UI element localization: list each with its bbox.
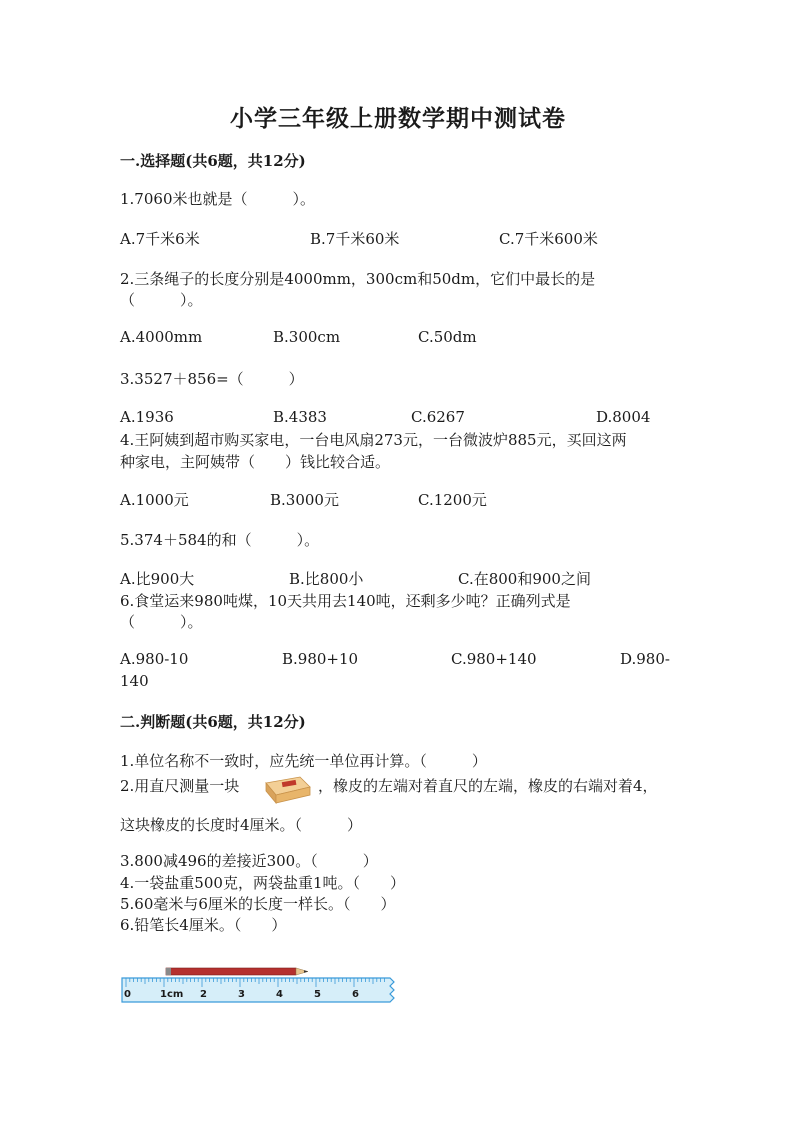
tf-q2-part1: 2.用直尺测量一块: [120, 777, 240, 795]
page-title: 小学三年级上册数学期中测试卷: [230, 105, 566, 132]
ruler-label-6: 6: [352, 989, 359, 1000]
q1-option-b: B.7千米60米: [310, 230, 400, 248]
q5-option-a: A.比900大: [120, 570, 195, 588]
tf-q5: 5.60毫米与6厘米的长度一样长。（ ）: [120, 895, 396, 913]
q2-stem-line2: （ ）。: [120, 291, 203, 309]
ruler-label-2: 2: [200, 989, 207, 1000]
ruler-label-0: 0: [124, 989, 131, 1000]
tf-q6: 6.铅笔长4厘米。（ ）: [120, 916, 287, 934]
section2-heading: 二.判断题(共6题，共12分): [120, 713, 306, 731]
tf-q3: 3.800减496的差接近300。（ ）: [120, 852, 378, 870]
tf-q4: 4.一袋盐重500克，两袋盐重1吨。（ ）: [120, 874, 405, 892]
ruler-label-4: 4: [276, 989, 283, 1000]
pencil-icon: [166, 968, 308, 975]
ruler-with-pencil-image: [120, 966, 402, 1006]
section1-heading: 一.选择题(共6题，共12分): [120, 152, 306, 170]
ruler-label-5: 5: [314, 989, 321, 1000]
tf-q2-part3: 这块橡皮的长度时4厘米。（ ）: [120, 816, 363, 834]
q5-stem: 5.374＋584的和（ ）。: [120, 531, 320, 549]
q1-option-c: C.7千米600米: [499, 230, 598, 248]
q4-option-c: C.1200元: [418, 491, 487, 509]
q2-option-b: B.300cm: [273, 328, 341, 346]
q3-option-b: B.4383: [273, 408, 327, 426]
q3-option-d: D.8004: [596, 408, 651, 426]
tf-q1: 1.单位名称不一致时，应先统一单位再计算。（ ）: [120, 752, 487, 770]
eraser-image: [262, 773, 312, 805]
ruler-label-3: 3: [238, 989, 245, 1000]
q3-option-c: C.6267: [411, 408, 465, 426]
q4-stem-line2: 种家电，主阿姨带（ ）钱比较合适。: [120, 453, 391, 471]
tf-q2-part2: ，橡皮的左端对着直尺的左端，橡皮的右端对着4，: [318, 777, 658, 795]
q3-stem: 3.3527＋856=（ ）: [120, 370, 304, 388]
q6-option-b: B.980+10: [282, 650, 359, 668]
q4-option-a: A.1000元: [120, 491, 189, 509]
q4-option-b: B.3000元: [270, 491, 339, 509]
q6-option-d-line2: 140: [120, 672, 149, 690]
q6-stem-line2: （ ）。: [120, 613, 203, 631]
q6-stem-line1: 6.食堂运来980吨煤，10天共用去140吨，还剩多少吨？正确列式是: [120, 592, 571, 610]
q2-stem-line1: 2.三条绳子的长度分别是4000mm，300cm和50dm，它们中最长的是: [120, 270, 596, 288]
q6-option-d-line1: D.980-: [620, 650, 670, 668]
q4-stem-line1: 4.王阿姨到超市购买家电，一台电风扇273元，一台微波炉885元，买回这两: [120, 431, 627, 449]
q2-option-c: C.50dm: [418, 328, 477, 346]
q1-option-a: A.7千米6米: [120, 230, 200, 248]
q2-option-a: A.4000mm: [120, 328, 203, 346]
q5-option-c: C.在800和900之间: [458, 570, 591, 588]
q6-option-c: C.980+140: [451, 650, 537, 668]
q1-stem: 1.7060米也就是（ ）。: [120, 190, 315, 208]
q5-option-b: B.比800小: [289, 570, 364, 588]
ruler-label-1: 1cm: [160, 989, 184, 1000]
q3-option-a: A.1936: [120, 408, 174, 426]
q6-option-a: A.980-10: [120, 650, 189, 668]
